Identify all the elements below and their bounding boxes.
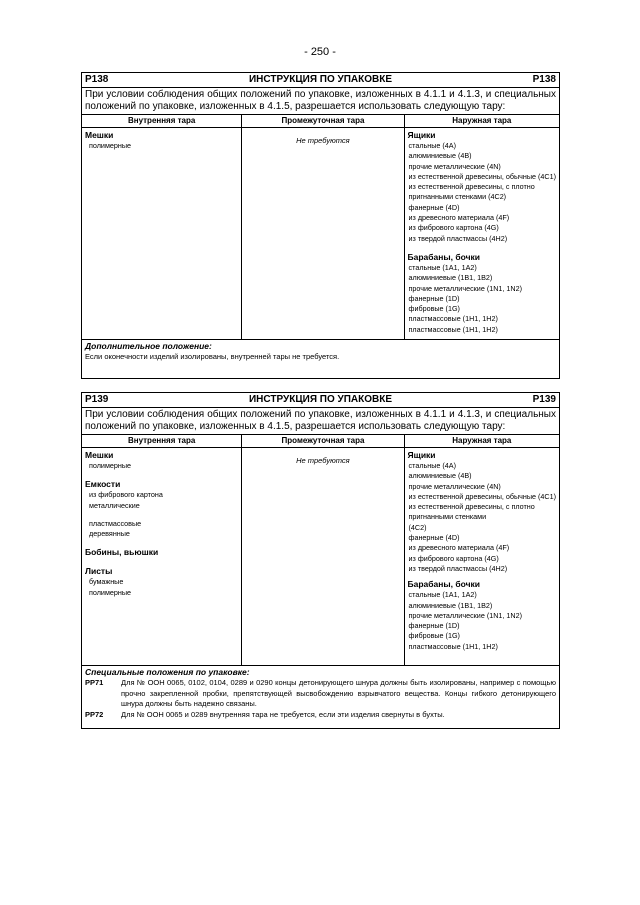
instruction-code-right: P138: [532, 74, 556, 85]
provision-code: PP72: [85, 709, 104, 719]
instruction-code-left: P138: [85, 74, 109, 85]
list-item: пластмассовые (1Н1, 1Н2): [408, 314, 498, 324]
drums-title: Барабаны, бочки: [407, 251, 481, 262]
boxes-title: Ящики: [407, 130, 436, 140]
list-item: из твердой пластмассы (4Н2): [408, 233, 508, 243]
instruction-intro: При условии соблюдения общих положений по упаковке, изложенных в 4.1.1 и 4.1.3, и специальных положений по упаковке, изложенных в 4.1.5, разрешается использовать следующую тару:: [82, 408, 559, 435]
list-item: стальные (4А): [408, 461, 456, 470]
list-item: из естественной древесины, с плотно: [408, 502, 535, 512]
list-item: из естественной древесины, обычные (4С1): [408, 491, 556, 501]
additional-provision-text: Если оконечности изделий изолированы, внутренней тары не требуется.: [85, 352, 340, 361]
list-item: стальные (1А1, 1А2): [408, 262, 477, 272]
packaging-grid: [82, 128, 559, 340]
list-item: из естественной древесины, с плотно: [408, 182, 535, 192]
inner-item: металлические: [89, 500, 140, 510]
special-provision-pp72: [82, 710, 559, 721]
provision-code: PP71: [85, 678, 104, 687]
list-item: стальные (4А): [408, 141, 456, 150]
inner-group-title: Мешки: [85, 130, 114, 140]
list-item: фанерные (1D): [408, 621, 460, 631]
inner-group-title: Емкости: [85, 479, 121, 490]
inner-item: бумажные: [89, 577, 124, 587]
list-item: из фибрового картона (4G): [408, 553, 499, 563]
list-item: прочие металлические (4N): [408, 161, 501, 171]
instruction-code-right: P139: [532, 394, 556, 405]
list-item: из естественной древесины, обычные (4С1): [408, 171, 556, 181]
column-headers: [82, 435, 559, 448]
packaging-grid: [82, 448, 559, 666]
intermediate-value: Не требуются: [296, 136, 350, 145]
inner-group-title: Бобины, вьюшки: [85, 547, 159, 558]
special-provisions-title: Специальные положения по упаковке:: [85, 667, 250, 677]
inner-group-title: Листы: [85, 566, 113, 577]
inner-item: полимерные: [89, 141, 132, 150]
list-item: прочие металлические (1N1, 1N2): [408, 610, 522, 620]
list-item: фанерные (4D): [408, 202, 460, 212]
col-header-outer: Наружная тара: [404, 115, 559, 127]
list-item: пластмассовые (1Н1, 1Н2): [408, 641, 498, 651]
packing-instruction-p139: [81, 392, 560, 729]
drums-title: Барабаны, бочки: [407, 579, 481, 590]
list-item: алюминиевые (1В1, 1В2): [408, 273, 493, 283]
instruction-title: ИНСТРУКЦИЯ ПО УПАКОВКЕ: [248, 394, 393, 405]
list-item: фанерные (1D): [408, 293, 460, 303]
col-header-intermediate: Промежуточная тара: [241, 115, 403, 127]
column-headers: [82, 115, 559, 128]
col-header-inner: Внутренняя тара: [127, 116, 196, 125]
outer-packaging-column: [404, 448, 559, 665]
list-item: пригнанными стенками: [408, 512, 487, 522]
list-item: фанерные (4D): [408, 533, 460, 543]
list-item: из древесного материала (4F): [408, 543, 510, 553]
list-item: пластмассовые (1Н1, 1Н2): [408, 324, 498, 334]
list-item: (4С2): [408, 522, 427, 532]
list-item: стальные (1А1, 1А2): [408, 590, 477, 600]
instruction-code-left: P139: [85, 394, 109, 405]
list-item: пригнанными стенками (4С2): [408, 192, 507, 202]
additional-provision-title: Дополнительное положение:: [85, 341, 212, 351]
inner-packaging-column: [82, 448, 241, 665]
instruction-title: ИНСТРУКЦИЯ ПО УПАКОВКЕ: [248, 74, 393, 85]
inner-item: полимерные: [89, 587, 132, 597]
provision-text: Для № ООН 0065 и 0289 внутренняя тара не требуется, если эти изделия свернуты в бухты.: [121, 709, 445, 719]
intermediate-value: Не требуются: [296, 456, 350, 465]
outer-packaging-column: [404, 128, 559, 339]
list-item: из твердой пластмассы (4Н2): [408, 563, 508, 573]
list-item: из фибрового картона (4G): [408, 223, 499, 233]
list-item: фибровые (1G): [408, 631, 460, 641]
provision-text: Для № ООН 0065, 0102, 0104, 0289 и 0290 концы детонирующего шнура должны быть изолированы, например с помощью прочно закрепленной пробки, препятствующей высвобождению взрывчатого вещества. Концы гибкого детонирующего шнура должны быть надежно связаны.: [121, 678, 556, 708]
col-header-outer: Наружная тара: [404, 435, 559, 447]
list-item: прочие металлические (4N): [408, 481, 501, 491]
list-item: фибровые (1G): [408, 304, 460, 314]
intermediate-packaging-column: [241, 128, 403, 339]
list-item: прочие металлические (1N1, 1N2): [408, 283, 522, 293]
col-header-intermediate: Промежуточная тара: [241, 435, 403, 447]
instruction-header: [82, 393, 559, 408]
inner-item: полимерные: [89, 461, 132, 470]
inner-item: пластмассовые: [89, 518, 142, 528]
instruction-header: [82, 73, 559, 88]
inner-item: из фибрового картона: [89, 490, 163, 500]
page-number: - 250 -: [304, 46, 336, 58]
inner-item: деревянные: [89, 529, 130, 539]
inner-packaging-column: [82, 128, 241, 339]
instruction-intro: При условии соблюдения общих положений по упаковке, изложенных в 4.1.1 и 4.1.3, и специальных положений по упаковке, изложенных в 4.1.5, разрешается использовать следующую тару:: [82, 88, 559, 115]
list-item: из древесного материала (4F): [408, 213, 510, 223]
packing-instruction-p138: [81, 72, 560, 379]
list-item: алюминиевые (4В): [408, 151, 472, 161]
inner-group-title: Мешки: [85, 450, 114, 460]
intermediate-packaging-column: [241, 448, 403, 665]
col-header-inner: Внутренняя тара: [127, 436, 196, 445]
list-item: алюминиевые (4В): [408, 471, 472, 481]
boxes-title: Ящики: [407, 450, 436, 460]
special-provision-pp71: [82, 678, 559, 710]
list-item: алюминиевые (1В1, 1В2): [408, 600, 493, 610]
